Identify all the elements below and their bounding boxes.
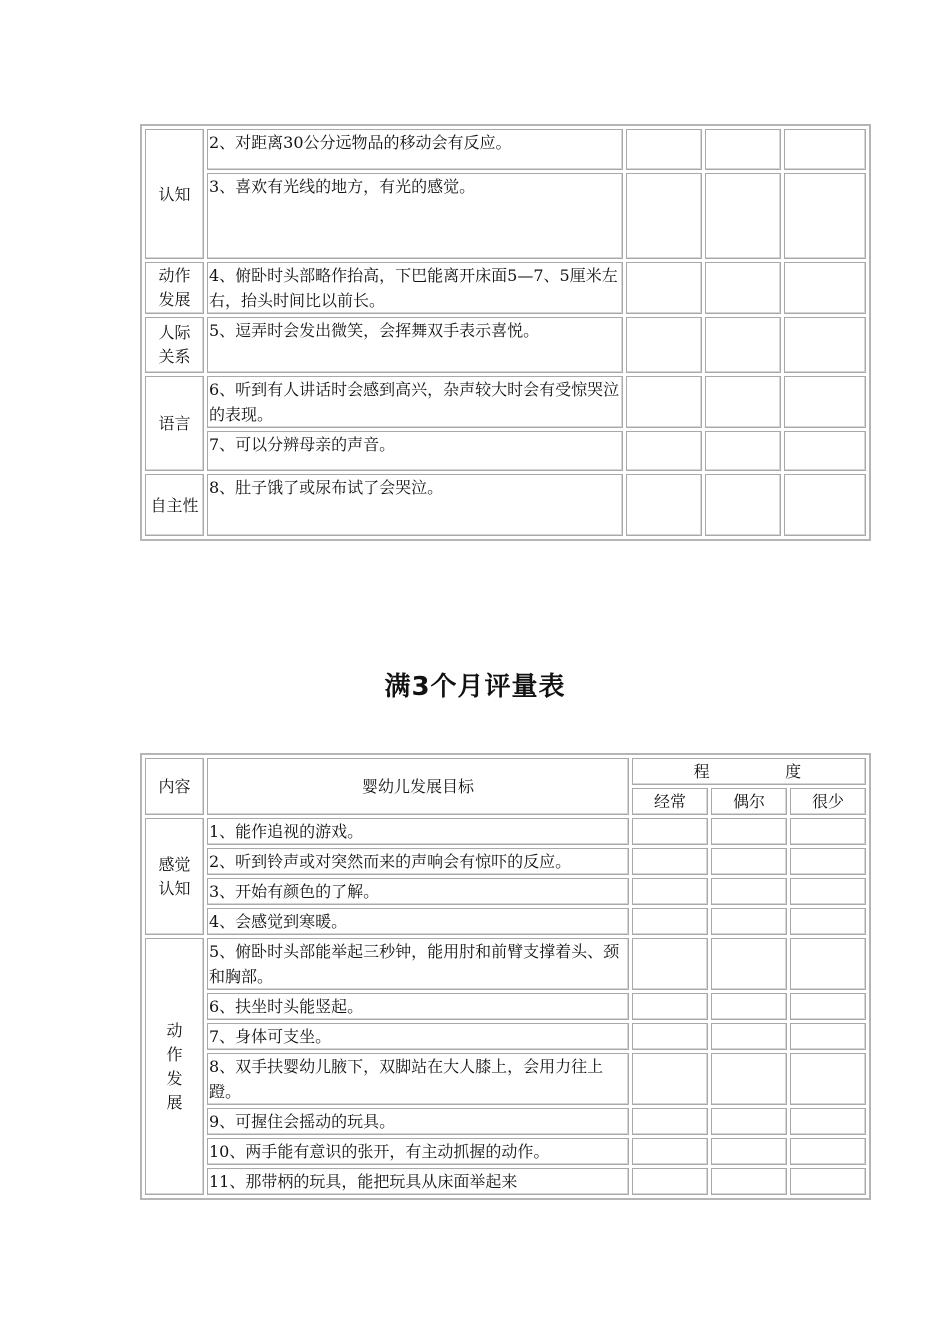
rating-often-cell[interactable] [626,317,702,373]
category-cell [145,938,204,1195]
rating-sometimes-cell[interactable] [705,376,781,428]
category-cell [145,317,204,373]
goal-cell: 8、双手扶婴幼儿腋下，双脚站在大人膝上，会用力往上蹬。 [207,1053,629,1105]
rating-sometimes-cell[interactable] [711,1023,787,1050]
rating-rarely-cell[interactable] [790,908,866,935]
goal-cell: 8、肚子饿了或尿布试了会哭泣。 [207,474,623,536]
category-cell [145,818,204,935]
goal-cell: 3、开始有颜色的了解。 [207,878,629,905]
goal-cell: 4、会感觉到寒暖。 [207,908,629,935]
goal-cell: 3、喜欢有光线的地方，有光的感觉。 [207,173,623,259]
rating-rarely-cell[interactable] [784,129,866,170]
rating-often-cell[interactable] [632,1138,708,1165]
rating-rarely-cell[interactable] [790,1168,866,1195]
goal-cell: 2、对距离30公分远物品的移动会有反应。 [207,129,623,170]
rating-sometimes-cell[interactable] [705,262,781,314]
rating-often-cell[interactable] [632,878,708,905]
rating-rarely-cell[interactable] [790,848,866,875]
rating-often-cell[interactable] [632,848,708,875]
rating-often-cell[interactable] [626,173,702,259]
rating-often-cell[interactable] [626,262,702,314]
header-sometimes: 偶尔 [711,788,787,815]
rating-sometimes-cell[interactable] [711,848,787,875]
rating-often-cell[interactable] [626,376,702,428]
goal-cell: 10、两手能有意识的张开，有主动抓握的动作。 [207,1138,629,1165]
rating-rarely-cell[interactable] [790,993,866,1020]
rating-often-cell[interactable] [632,993,708,1020]
category-label: 人际关系 [158,323,191,366]
header-content: 内容 [145,758,204,815]
header-degree-label: 程 度 [693,762,837,781]
goal-cell: 4、俯卧时头部略作抬高，下巴能离开床面5—7、5厘米左右，抬头时间比以前长。 [207,262,623,314]
rating-rarely-cell[interactable] [784,376,866,428]
rating-rarely-cell[interactable] [790,1023,866,1050]
header-rarely: 很少 [790,788,866,815]
category-label: 动作发展 [158,266,191,309]
goal-cell: 7、身体可支坐。 [207,1023,629,1050]
rating-often-cell[interactable] [632,1108,708,1135]
rating-often-cell[interactable] [632,818,708,845]
rating-rarely-cell[interactable] [784,173,866,259]
rating-rarely-cell[interactable] [790,818,866,845]
rating-rarely-cell[interactable] [790,878,866,905]
rating-rarely-cell[interactable] [790,938,866,990]
assessment-table-3-months [140,753,871,1200]
category-cell: 语言 [145,376,204,471]
goal-cell: 11、那带柄的玩具，能把玩具从床面举起来 [207,1168,629,1195]
rating-sometimes-cell[interactable] [705,431,781,471]
rating-rarely-cell[interactable] [790,1138,866,1165]
goal-cell: 6、扶坐时头能竖起。 [207,993,629,1020]
rating-sometimes-cell[interactable] [711,818,787,845]
rating-sometimes-cell[interactable] [711,908,787,935]
rating-sometimes-cell[interactable] [705,317,781,373]
assessment-table-continued [140,124,871,541]
rating-sometimes-cell[interactable] [711,993,787,1020]
rating-sometimes-cell[interactable] [711,878,787,905]
goal-cell: 5、逗弄时会发出微笑，会挥舞双手表示喜悦。 [207,317,623,373]
rating-often-cell[interactable] [632,1023,708,1050]
category-cell: 自主性 [145,474,204,536]
rating-rarely-cell[interactable] [784,317,866,373]
rating-often-cell[interactable] [626,474,702,536]
goal-cell: 6、听到有人讲话时会感到高兴，杂声较大时会有受惊哭泣的表现。 [207,376,623,428]
rating-often-cell[interactable] [626,129,702,170]
rating-often-cell[interactable] [626,431,702,471]
rating-rarely-cell[interactable] [790,1053,866,1105]
page-title: 满3个月评量表 [384,672,566,702]
category-cell [145,262,204,314]
rating-sometimes-cell[interactable] [711,1168,787,1195]
category-label: 感觉认知 [158,854,191,898]
goal-cell: 1、能作追视的游戏。 [207,818,629,845]
rating-sometimes-cell[interactable] [705,173,781,259]
goal-cell: 7、可以分辨母亲的声音。 [207,431,623,471]
rating-rarely-cell[interactable] [784,474,866,536]
rating-sometimes-cell[interactable] [711,938,787,990]
rating-sometimes-cell[interactable] [711,1108,787,1135]
rating-sometimes-cell[interactable] [711,1053,787,1105]
rating-rarely-cell[interactable] [790,1108,866,1135]
header-often: 经常 [632,788,708,815]
rating-rarely-cell[interactable] [784,262,866,314]
rating-rarely-cell[interactable] [784,431,866,471]
header-degree [632,758,866,785]
rating-often-cell[interactable] [632,938,708,990]
goal-cell: 9、可握住会摇动的玩具。 [207,1108,629,1135]
category-cell: 认知 [145,129,204,259]
category-label: 动作发展 [166,1020,183,1112]
goal-cell: 2、听到铃声或对突然而来的声响会有惊吓的反应。 [207,848,629,875]
rating-sometimes-cell[interactable] [705,474,781,536]
rating-sometimes-cell[interactable] [705,129,781,170]
rating-often-cell[interactable] [632,1168,708,1195]
header-goal: 婴幼儿发展目标 [207,758,629,815]
rating-often-cell[interactable] [632,1053,708,1105]
rating-sometimes-cell[interactable] [711,1138,787,1165]
goal-cell: 5、俯卧时头部能举起三秒钟，能用肘和前臂支撑着头、颈和胸部。 [207,938,629,990]
rating-often-cell[interactable] [632,908,708,935]
